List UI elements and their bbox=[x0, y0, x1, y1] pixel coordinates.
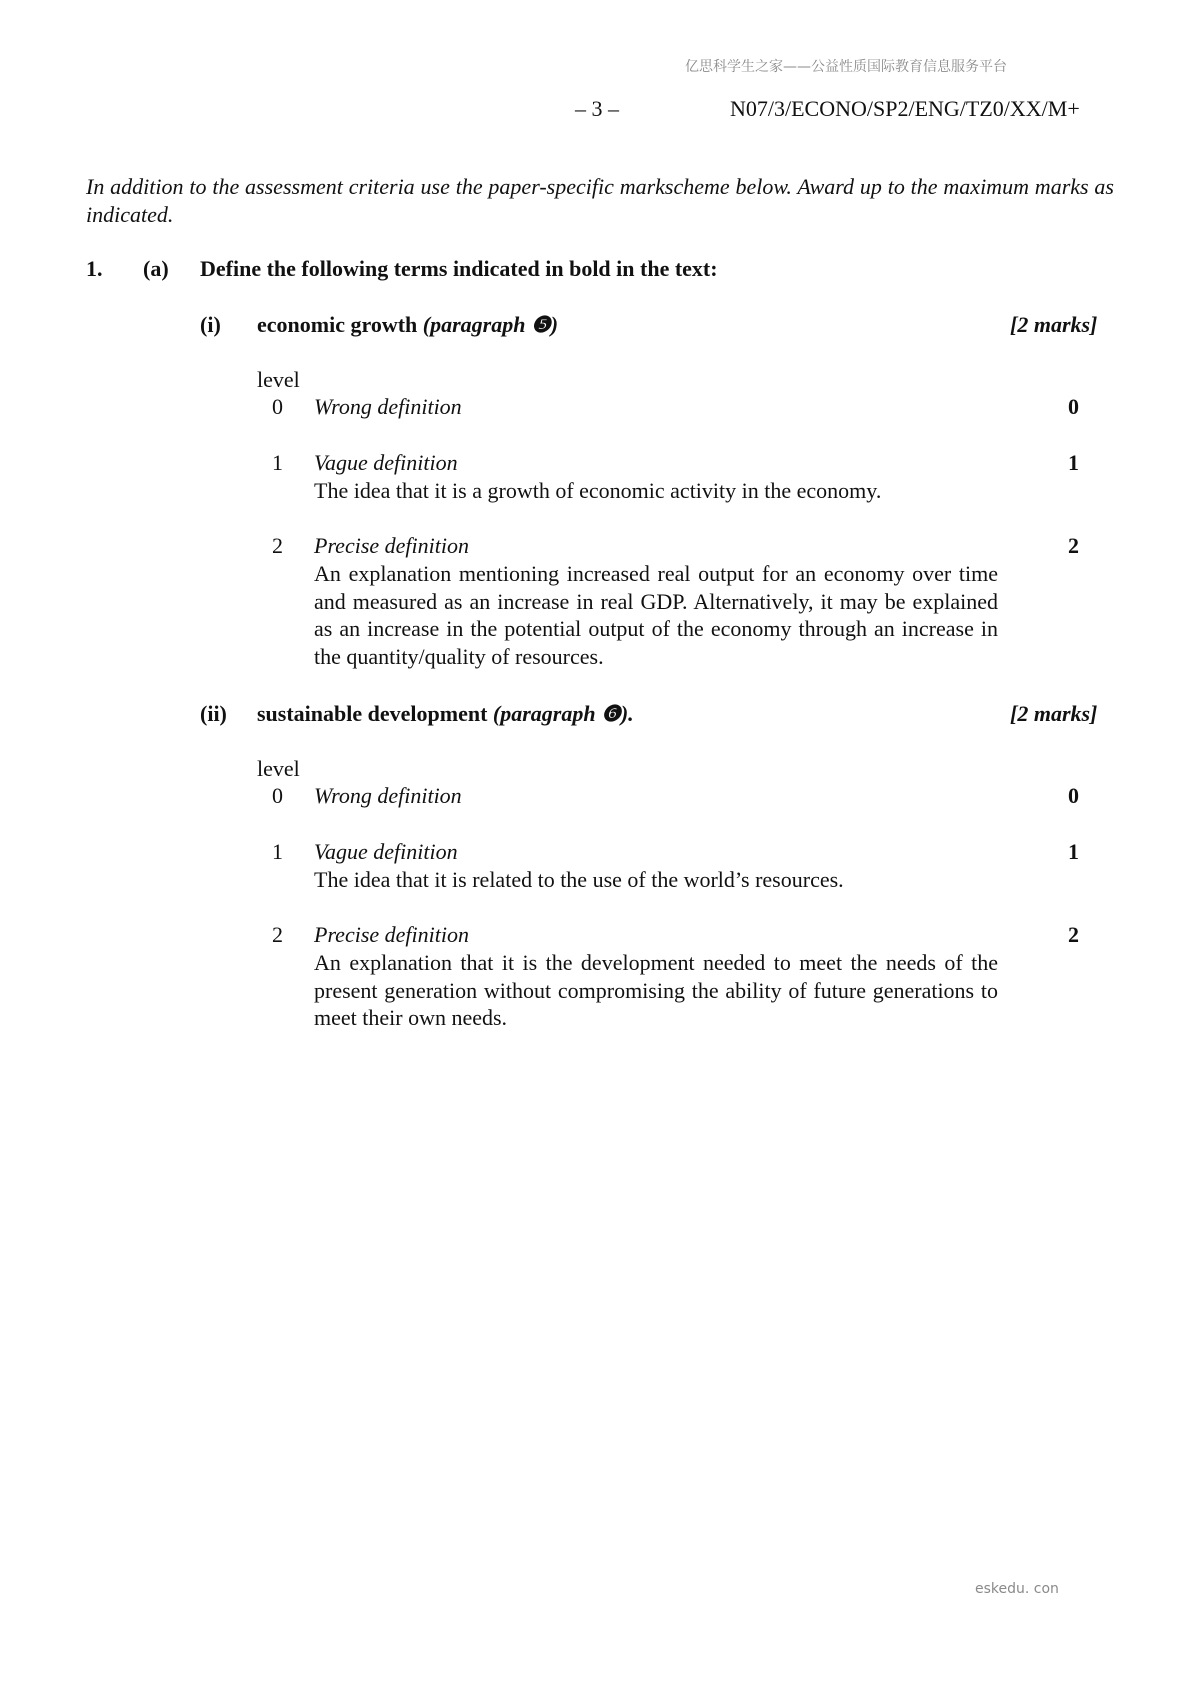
level-number: 0 bbox=[272, 394, 283, 419]
watermark-bottom: eskedu. con bbox=[975, 1581, 1059, 1597]
level-name: Precise definition bbox=[314, 922, 469, 947]
subquestion-heading bbox=[257, 700, 634, 728]
level-name: Wrong definition bbox=[314, 394, 462, 419]
question-number: 1. bbox=[86, 256, 103, 281]
level-mark: 1 bbox=[1068, 450, 1079, 475]
level-description: The idea that it is related to the use of the world’s resources. bbox=[314, 867, 844, 892]
level-name: Vague definition bbox=[314, 839, 458, 864]
level-mark: 1 bbox=[1068, 839, 1079, 864]
level-name: Wrong definition bbox=[314, 783, 462, 808]
paragraph-ref: (paragraph ❻). bbox=[492, 701, 634, 726]
question-part: (a) bbox=[143, 256, 169, 281]
level-mark: 0 bbox=[1068, 783, 1079, 808]
level-name: Vague definition bbox=[314, 450, 458, 475]
marks: [2 marks] bbox=[1010, 312, 1098, 337]
intro-text: In addition to the assessment criteria use the paper-specific markscheme below. Award up to the maximum marks as indicated. bbox=[86, 174, 1114, 227]
level-description: An explanation mentioning increased real output for an economy over time and measured as an increase in real GDP. Alternatively, it may be explained as an increase in the potential output of the economy through an increase in the quantity/quality of resources. bbox=[314, 561, 998, 669]
level-mark: 2 bbox=[1068, 533, 1079, 558]
subquestion-label: (i) bbox=[200, 312, 221, 337]
term: sustainable development bbox=[257, 701, 488, 726]
level-number: 2 bbox=[272, 922, 283, 947]
watermark-top: 亿思科学生之家——公益性质国际教育信息服务平台 bbox=[685, 59, 1007, 75]
marks: [2 marks] bbox=[1010, 701, 1098, 726]
subquestion-heading bbox=[257, 311, 558, 339]
level-name: Precise definition bbox=[314, 533, 469, 558]
level-mark: 0 bbox=[1068, 394, 1079, 419]
level-description: The idea that it is a growth of economic activity in the economy. bbox=[314, 478, 882, 503]
level-number: 1 bbox=[272, 839, 283, 864]
level-number: 1 bbox=[272, 450, 283, 475]
level-mark: 2 bbox=[1068, 922, 1079, 947]
level-heading: level bbox=[257, 367, 300, 392]
paragraph-ref: (paragraph ❺) bbox=[422, 312, 559, 337]
question-title: Define the following terms indicated in bold in the text: bbox=[200, 256, 718, 281]
subquestion-label: (ii) bbox=[200, 701, 227, 726]
page-number: – 3 – bbox=[575, 96, 619, 121]
document-code: N07/3/ECONO/SP2/ENG/TZ0/XX/M+ bbox=[730, 96, 1080, 121]
level-description: An explanation that it is the development needed to meet the needs of the present generation without compromising the ability of future generations to meet their own needs. bbox=[314, 950, 998, 1030]
level-number: 0 bbox=[272, 783, 283, 808]
term: economic growth bbox=[257, 312, 418, 337]
level-heading: level bbox=[257, 756, 300, 781]
level-number: 2 bbox=[272, 533, 283, 558]
